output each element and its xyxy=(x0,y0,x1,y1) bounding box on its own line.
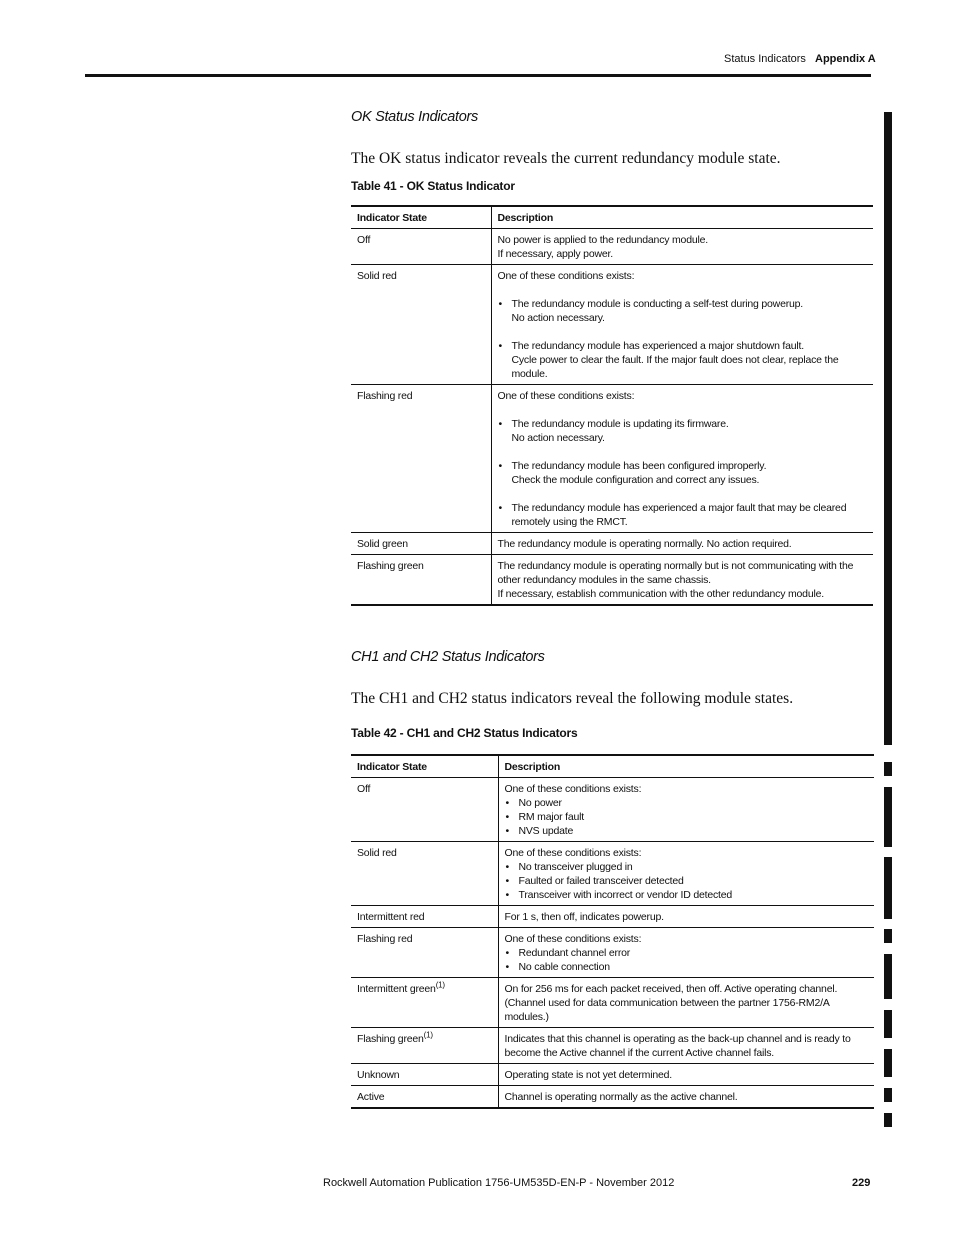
indicator-state: Off xyxy=(351,229,491,265)
indicator-state: Intermittent red xyxy=(351,906,498,928)
indicator-state: Active xyxy=(351,1086,498,1109)
table-row xyxy=(351,928,874,978)
column-header-state: Indicator State xyxy=(351,755,498,778)
table-row xyxy=(351,1064,874,1086)
ch-section-heading: CH1 and CH2 Status Indicators xyxy=(351,649,545,665)
indicator-state: Flashing red xyxy=(351,928,498,978)
column-header-description: Description xyxy=(491,206,873,229)
edge-tab-marker xyxy=(884,112,892,745)
edge-tab-marker xyxy=(884,954,892,999)
footnote-marker: (1) xyxy=(423,1030,433,1040)
edge-tab-marker xyxy=(884,787,892,847)
list-item: • The redundancy module has experienced a major shutdown fault. Cycle power to clear the fault. If the major fault does not clear, replace the module. xyxy=(498,339,868,381)
ok-intro-text: The OK status indicator reveals the current redundancy module state. xyxy=(351,150,781,167)
list-item: • The redundancy module has been configured improperly. Check the module configuration and correct any issues. xyxy=(498,459,868,487)
indicator-state: Flashing green$^{(1)}$ xyxy=(351,1028,498,1064)
description: One of these conditions exists: • Redundant channel error • No cable connection xyxy=(498,928,874,978)
ch-status-table xyxy=(351,754,874,1109)
table-row xyxy=(351,778,874,842)
table-row xyxy=(351,265,873,385)
edge-tab-marker xyxy=(884,1113,892,1127)
description: Indicates that this channel is operating as the back-up channel and is ready to become the Active channel if the current Active channel fails. xyxy=(498,1028,874,1064)
indicator-state: Solid red xyxy=(351,265,491,385)
table-42-caption: Table 42 - CH1 and CH2 Status Indicators xyxy=(351,726,578,740)
list-item: • No cable connection xyxy=(505,960,869,974)
indicator-state: Off xyxy=(351,778,498,842)
column-header-description: Description xyxy=(498,755,874,778)
table-row xyxy=(351,385,873,533)
table-row xyxy=(351,229,873,265)
description: No power is applied to the redundancy module. If necessary, apply power. xyxy=(491,229,873,265)
edge-tab-marker xyxy=(884,857,892,919)
list-item: • RM major fault xyxy=(505,810,869,824)
description: The redundancy module is operating normally. No action required. xyxy=(491,533,873,555)
list-item: • The redundancy module is conducting a self-test during powerup. No action necessary. xyxy=(498,297,868,325)
table-row xyxy=(351,978,874,1028)
description: One of these conditions exists: • The redundancy module is updating its firmware. No action necessary. • The redundancy module has been configured improperly. Check the module configuration and correct any issues. • The redundancy module has experienced a major fault that may be cleared remotely using the RMCT. xyxy=(491,385,873,533)
table-41-caption: Table 41 - OK Status Indicator xyxy=(351,179,515,193)
indicator-state: Solid red xyxy=(351,842,498,906)
list-item: • No transceiver plugged in xyxy=(505,860,869,874)
footer-publication: Rockwell Automation Publication 1756-UM535D-EN-P - November 2012 xyxy=(323,1177,675,1189)
description: On for 256 ms for each packet received, then off. Active operating channel. (Channel used for data communication between the partner 1756-RM2/A modules.) xyxy=(498,978,874,1028)
header-rule xyxy=(85,74,871,77)
list-item: • Transceiver with incorrect or vendor ID detected xyxy=(505,888,869,902)
table-row xyxy=(351,555,873,606)
description: One of these conditions exists: • The redundancy module is conducting a self-test during powerup. No action necessary. • The redundancy module has experienced a major shutdown fault. Cycle power to clear the fault. If the major fault does not clear, replace the module. xyxy=(491,265,873,385)
table-row xyxy=(351,842,874,906)
ok-section-heading: OK Status Indicators xyxy=(351,109,478,125)
description: One of these conditions exists: • No transceiver plugged in • Faulted or failed transceiver detected • Transceiver with incorrect or vendor ID detected xyxy=(498,842,874,906)
description: The redundancy module is operating normally but is not communicating with the other redundancy modules in the same chassis. If necessary, establish communication with the other redundancy module. xyxy=(491,555,873,606)
table-row xyxy=(351,1028,874,1064)
list-item: • Redundant channel error xyxy=(505,946,869,960)
page-number: 229 xyxy=(852,1177,871,1189)
ch-intro-text: The CH1 and CH2 status indicators reveal the following module states. xyxy=(351,690,794,707)
running-header-appendix: Appendix A xyxy=(815,53,876,65)
list-item: • NVS update xyxy=(505,824,869,838)
edge-tab-marker xyxy=(884,1049,892,1077)
table-row xyxy=(351,1086,874,1109)
description: One of these conditions exists: • No power • RM major fault • NVS update xyxy=(498,778,874,842)
ok-status-table xyxy=(351,205,873,606)
list-item: • The redundancy module is updating its firmware. No action necessary. xyxy=(498,417,868,445)
edge-tab-marker xyxy=(884,929,892,943)
indicator-state: Unknown xyxy=(351,1064,498,1086)
column-header-state: Indicator State xyxy=(351,206,491,229)
table-row xyxy=(351,906,874,928)
table-row xyxy=(351,533,873,555)
footnote-marker: (1) xyxy=(435,980,445,990)
edge-tab-marker xyxy=(884,1088,892,1102)
list-item: • Faulted or failed transceiver detected xyxy=(505,874,869,888)
list-item: • No power xyxy=(505,796,869,810)
indicator-state: Solid green xyxy=(351,533,491,555)
description: For 1 s, then off, indicates powerup. xyxy=(498,906,874,928)
running-header-section: Status Indicators xyxy=(724,53,806,65)
edge-tab-marker xyxy=(884,762,892,776)
indicator-state: Flashing green xyxy=(351,555,491,606)
description: Channel is operating normally as the active channel. xyxy=(498,1086,874,1109)
list-item: • The redundancy module has experienced a major fault that may be cleared remotely using the RMCT. xyxy=(498,501,868,529)
indicator-state: Flashing red xyxy=(351,385,491,533)
description: Operating state is not yet determined. xyxy=(498,1064,874,1086)
edge-tab-marker xyxy=(884,1010,892,1038)
indicator-state: Intermittent green$^{(1)}$ xyxy=(351,978,498,1028)
